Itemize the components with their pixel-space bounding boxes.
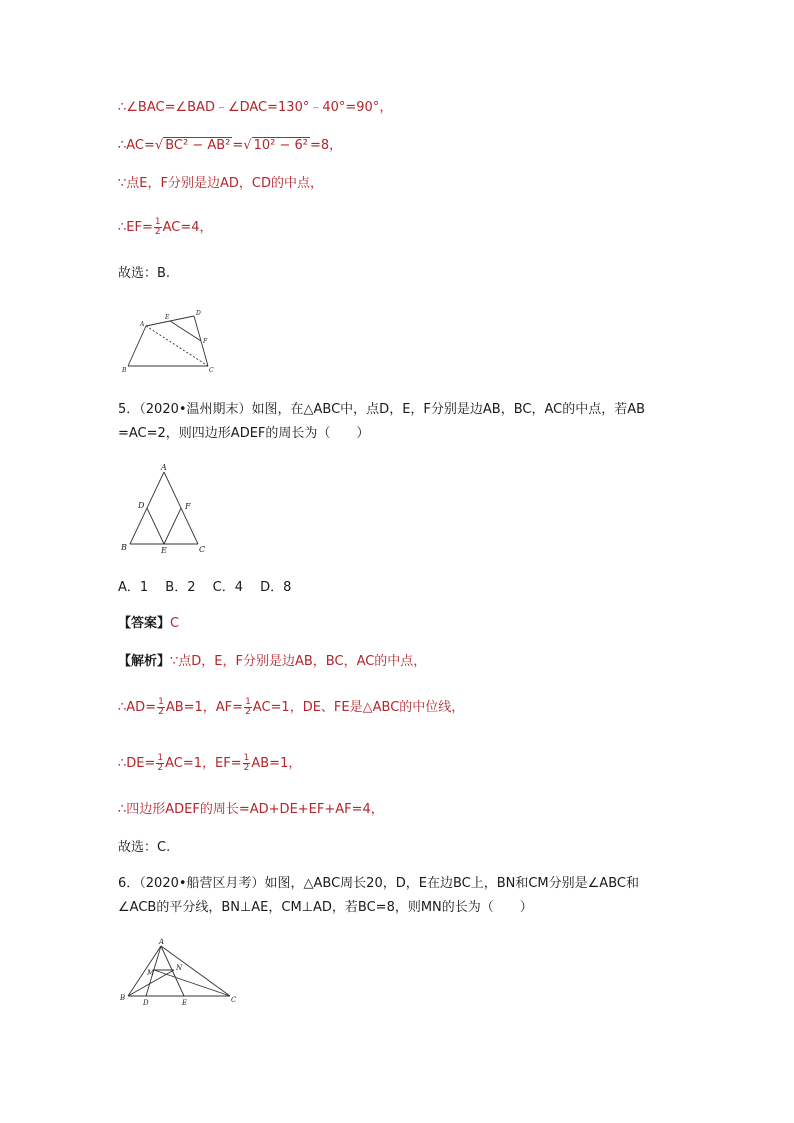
question-5-line-1: 5．（2020•温州期末）如图，在△ABC中，点D，E，F分别是边AB，BC，AC的中点，若AB (118, 402, 646, 417)
fig3-label-e: E (182, 999, 188, 1007)
analysis-step-3: ∴四边形ADEF的周长=AD+DE+EF+AF=4， (118, 802, 384, 817)
figure-quadrilateral (118, 306, 228, 376)
fraction-numerator: 1 (243, 753, 250, 763)
sqrt-expr-2: √ 10² − 6² (243, 138, 308, 153)
solution-line-ac (118, 136, 342, 156)
analysis-line (118, 652, 426, 672)
fraction-half (243, 754, 251, 773)
fig2-label-c: C (199, 545, 206, 554)
analysis-step-2 (118, 754, 301, 774)
fraction-denominator: 2 (158, 707, 164, 717)
ac-equals: = (232, 138, 244, 153)
fraction-numerator: 1 (154, 217, 161, 227)
solution-line-angle: ∴∠BAC=∠BAD﹣∠DAC=130°﹣40°=90°， (118, 100, 393, 115)
choice-line-b: 故选：B. (118, 266, 171, 281)
segment-fe (164, 508, 181, 544)
fraction-half (244, 698, 252, 717)
answer-tag: 【答案】 (118, 616, 171, 631)
step2-part-c: AB=1， (251, 756, 302, 771)
choice-line-c (118, 838, 170, 858)
fraction-numerator: 1 (158, 697, 164, 707)
fig1-label-d: D (196, 310, 201, 317)
question-6-line-1: 6．（2020•船营区月考）如图，△ABC周长20，D，E在边BC上，BN和CM分别是∠ABC和 (118, 876, 639, 891)
fig3-label-a: A (159, 938, 165, 946)
fig3-label-d: D (143, 999, 149, 1007)
fraction-numerator: 1 (157, 753, 164, 763)
step2-part-b: AC=1，EF= (165, 756, 242, 771)
fraction-half (156, 754, 164, 773)
segment-ba (128, 326, 146, 366)
sqrt-radicand-2: 10² − 6² (253, 138, 308, 153)
answer-value: C (170, 616, 180, 631)
solution-line-midpoints: ∵点E，F分别是边AD，CD的中点， (118, 176, 323, 191)
fraction-denominator: 2 (245, 707, 251, 717)
ac-result: =8， (309, 138, 343, 153)
fraction-numerator: 1 (245, 697, 251, 707)
ac-prefix: ∴AC= (118, 138, 155, 153)
ef-result: AC=4， (162, 220, 213, 235)
figure-triangle-midpoints (118, 460, 218, 560)
fig3-label-b: B (120, 994, 126, 1002)
answer-line (118, 614, 179, 634)
segment-cm (154, 970, 230, 996)
step2-part-a: ∴DE= (118, 756, 156, 771)
figure-angle-bisectors (118, 936, 243, 1008)
fig3-label-c: C (231, 996, 237, 1004)
fraction-half (154, 218, 162, 237)
analysis-text: ∵点D，E，F分别是边AB，BC，AC的中点， (170, 654, 427, 669)
fig1-label-e: E (165, 314, 170, 321)
fig2-label-d: D (138, 501, 145, 510)
segment-de (147, 508, 164, 544)
fig2-label-f: F (185, 502, 191, 511)
fig2-label-b: B (121, 543, 127, 552)
step1-part-b: AB=1，AF= (165, 700, 244, 715)
fraction-half (157, 698, 165, 717)
fraction-denominator: 2 (157, 763, 164, 773)
fig2-label-a: A (161, 463, 167, 472)
question-5-line-2: =AC=2，则四边形ADEF的周长为（ ） (118, 426, 370, 441)
fig1-label-b: B (122, 367, 127, 374)
question-5-options: A．1 B．2 C．4 D．8 (118, 580, 292, 595)
fig1-label-f: F (203, 338, 208, 345)
fig1-label-a: A (140, 321, 145, 328)
analysis-tag: 【解析】 (118, 654, 171, 669)
choice-c-text: 故选：C. (118, 840, 171, 855)
sqrt-expr-1: √ BC² − AB² (154, 138, 231, 153)
solution-line-ef (118, 218, 213, 238)
fraction-denominator: 2 (243, 763, 250, 773)
question-6-line-2: ∠ACB的平分线，BN⊥AE，CM⊥AD，若BC=8，则MN的长为（ ） (118, 900, 533, 915)
analysis-step-1 (118, 698, 464, 718)
ef-prefix: ∴EF= (118, 220, 153, 235)
fig3-label-n: N (176, 964, 183, 972)
fraction-denominator: 2 (154, 227, 161, 237)
step1-part-a: ∴AD= (118, 700, 157, 715)
sqrt-radicand-1: BC² − AB² (165, 138, 231, 153)
step1-part-c: AC=1，DE、FE是△ABC的中位线， (252, 700, 465, 715)
fig1-label-c: C (209, 367, 214, 374)
fig3-label-m: M (147, 969, 155, 977)
fig2-label-e: E (161, 546, 167, 555)
